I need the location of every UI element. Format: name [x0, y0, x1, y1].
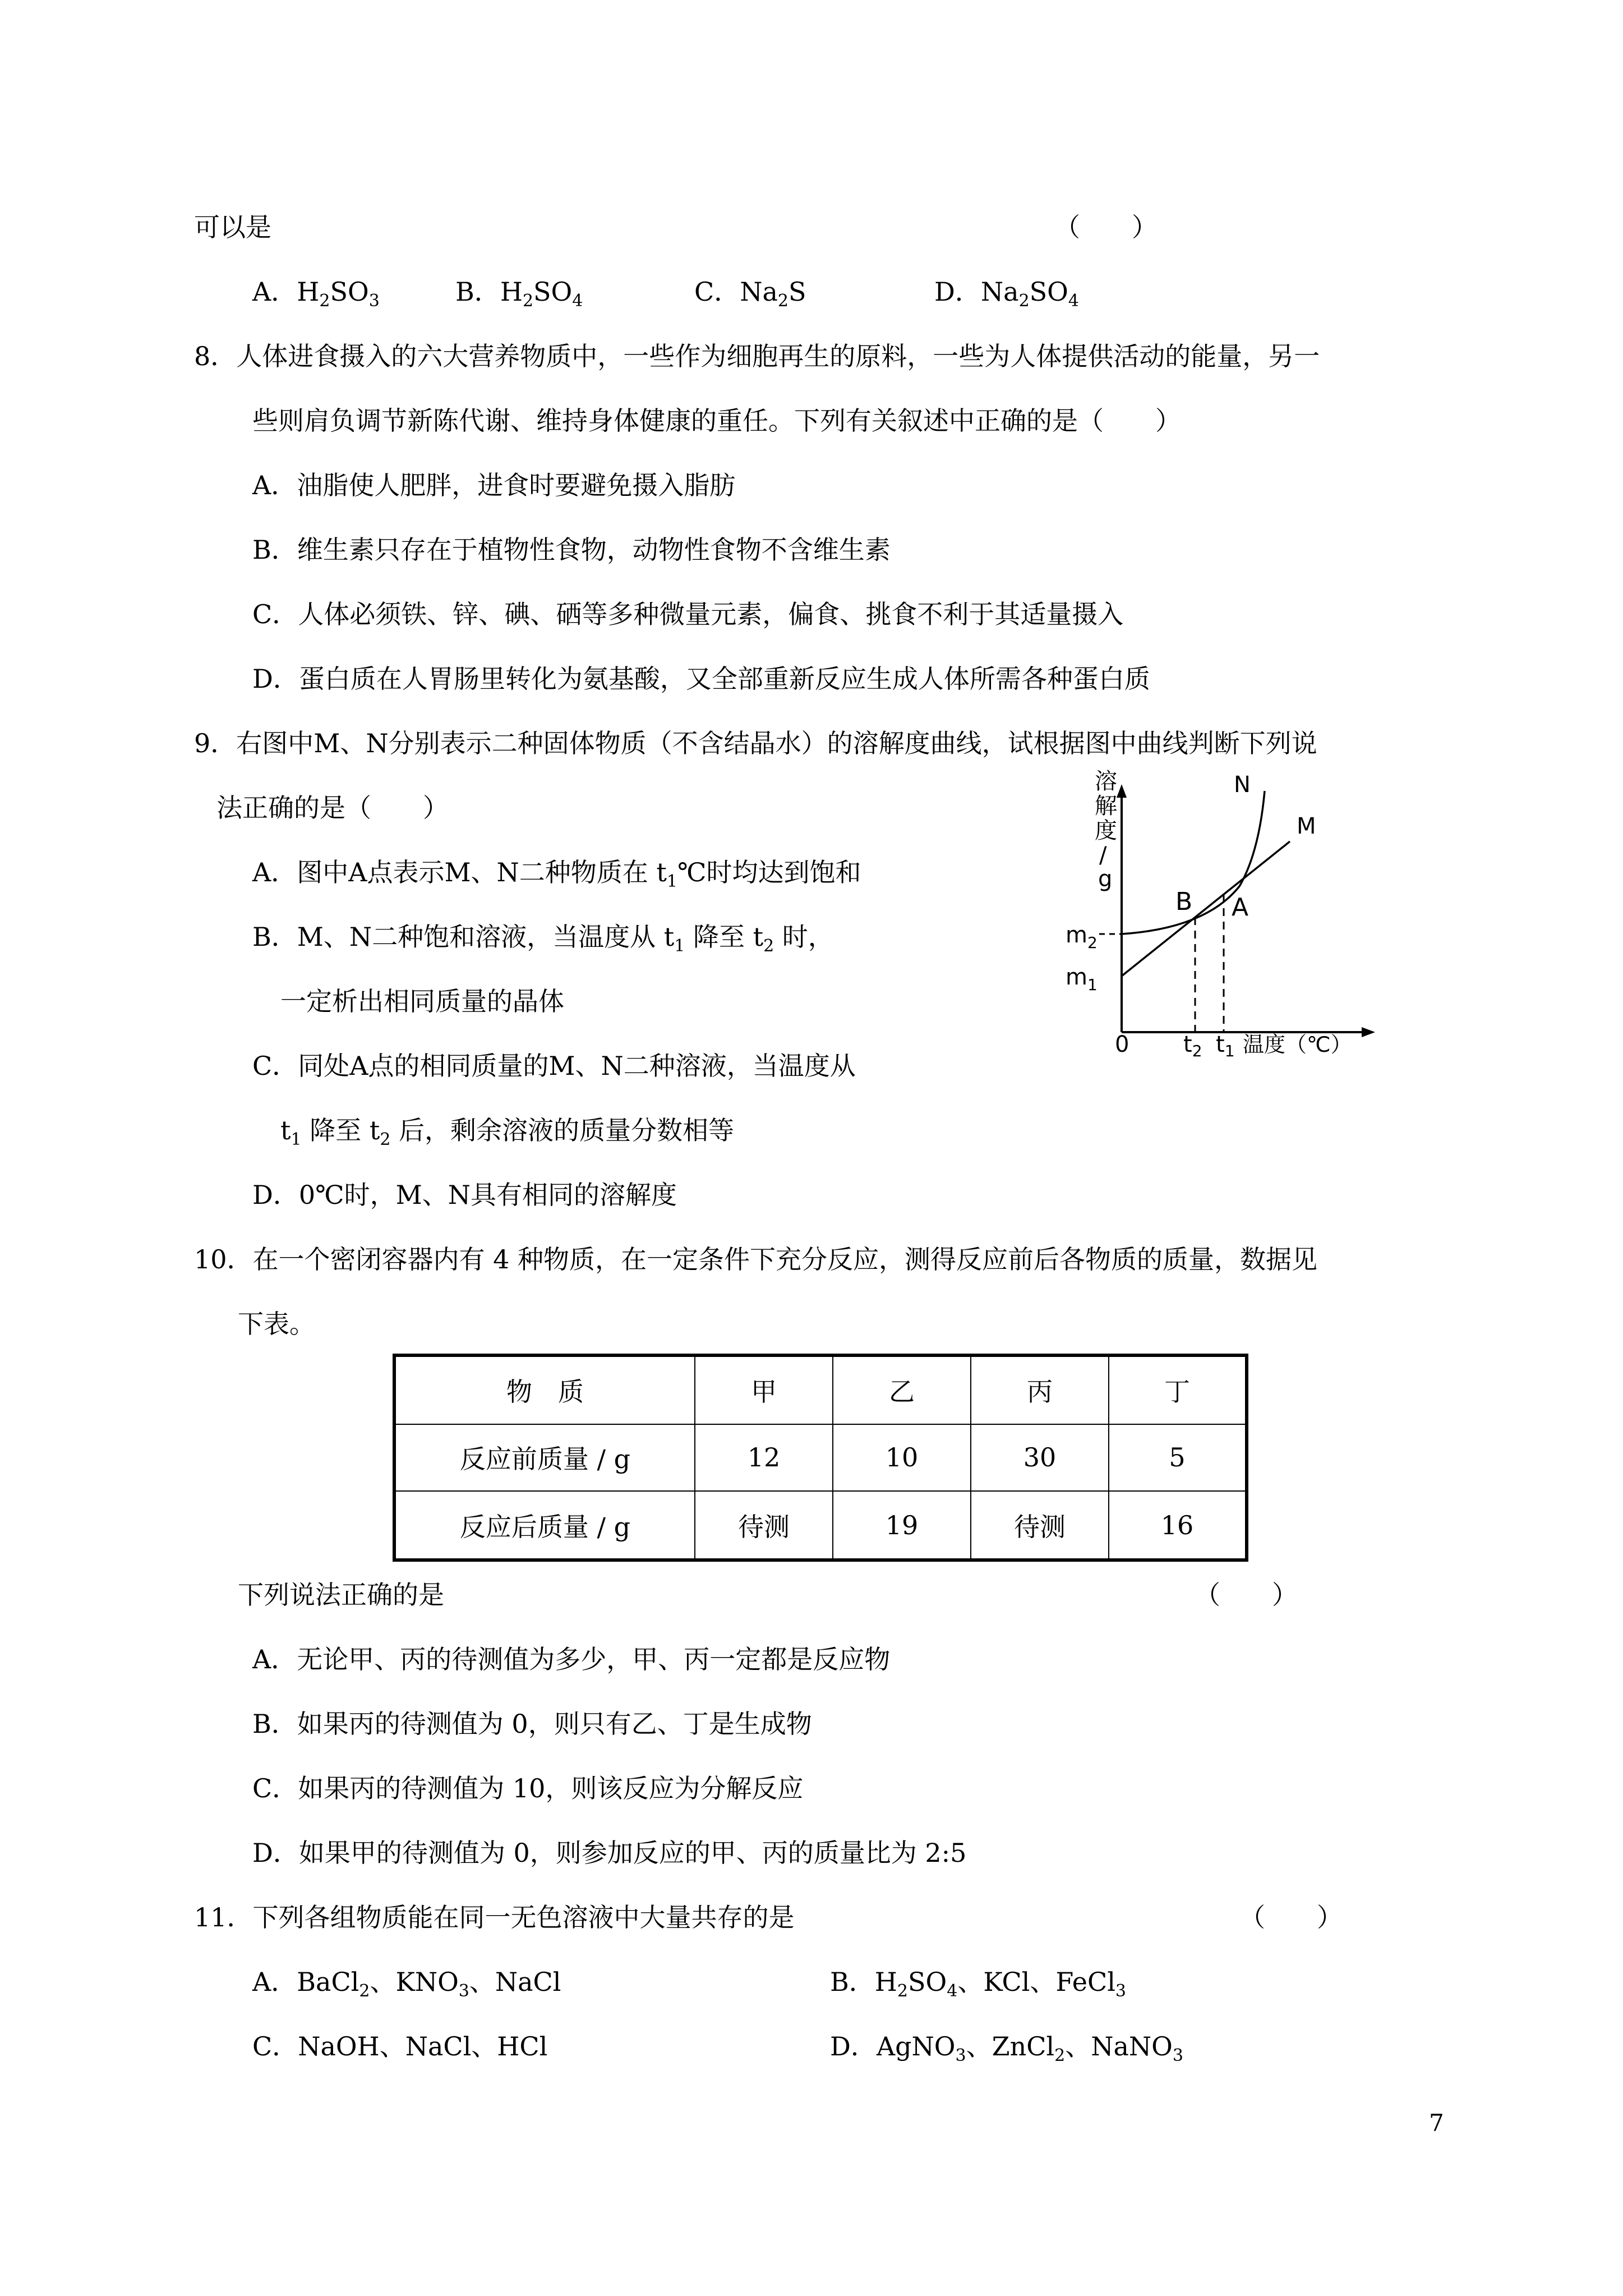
table-cell: 30	[971, 1424, 1109, 1491]
table-cell: 16	[1109, 1491, 1247, 1560]
q7-stem-tail: 可以是	[194, 212, 271, 242]
y-label-char: 溶	[1095, 769, 1117, 794]
y-label-char: 解	[1095, 793, 1117, 819]
t2-label: $t_2$	[1183, 1032, 1202, 1060]
q10-stem-line2: 下表。	[238, 1309, 315, 1339]
y-label-char: /	[1099, 843, 1107, 868]
q9-option-c: C．同处A点的相同质量的M、N二种溶液，当温度从	[252, 1051, 856, 1081]
y-label-char: 度	[1095, 818, 1117, 844]
x-axis-label: 温度（℃）	[1243, 1032, 1352, 1057]
q9-stem-line1: 9．右图中M、N分别表示二种固体物质（不含结晶水）的溶解度曲线，试根据图中曲线判断下列说	[194, 728, 1317, 758]
q8-option-b: B．维生素只存在于植物性食物，动物性食物不含维生素	[252, 535, 891, 565]
table-cell: 丙	[971, 1355, 1109, 1424]
q7-option-a: A．$H_2SO_3$	[252, 277, 380, 311]
q8-stem-line1: 8．人体进食摄入的六大营养物质中，一些作为细胞再生的原料，一些为人体提供活动的能量，另一	[194, 341, 1320, 371]
q11-answer-bracket: （ ）	[1239, 1902, 1343, 1932]
q10-option-d: D．如果甲的待测值为 0，则参加反应的甲、丙的质量比为 2:5	[252, 1838, 967, 1868]
table-row	[394, 1491, 1247, 1560]
q9-option-c-cont: $t_1$ 降至 $t_2$ 后，剩余溶液的质量分数相等	[280, 1115, 735, 1149]
table-cell: 10	[833, 1424, 971, 1491]
t1-label: $t_1$	[1216, 1032, 1235, 1060]
table-cell: 反应前质量 / g	[394, 1424, 695, 1491]
table-cell: 待测	[971, 1491, 1109, 1560]
q10-option-c: C．如果丙的待测值为 10，则该反应为分解反应	[252, 1773, 804, 1803]
table-row	[394, 1424, 1247, 1491]
q10-stem-line1: 10．在一个密闭容器内有 4 种物质，在一定条件下充分反应，测得反应前后各物质的质量，数据见	[194, 1244, 1318, 1274]
solubility-curve-diagram	[1066, 769, 1380, 1060]
q9-stem-line2: 法正确的是（ ）	[216, 793, 449, 823]
origin-label: 0	[1115, 1032, 1129, 1057]
q8-option-c: C．人体必须铁、锌、碘、硒等多种微量元素，偏食、挑食不利于其适量摄入	[252, 599, 1124, 629]
point-a-label: A	[1232, 893, 1249, 922]
q10-option-a: A．无论甲、丙的待测值为多少，甲、丙一定都是反应物	[252, 1644, 891, 1674]
table-header-row	[394, 1355, 1247, 1424]
table-cell: 乙	[833, 1355, 971, 1424]
table-cell: 5	[1109, 1424, 1247, 1491]
m2-label: $m_2$	[1066, 922, 1098, 952]
q9-option-b: B．M、N二种饱和溶液，当温度从 $t_1$ 降至 $t_2$ 时，	[252, 922, 834, 956]
q10-stem2: 下列说法正确的是	[238, 1580, 444, 1610]
q11-option-b: B．$H_2SO_4$、KCl、FeCl$_3$	[830, 1967, 1127, 2001]
y-label-char: g	[1098, 866, 1113, 892]
q7-option-d: D．$Na_2SO_4$	[934, 277, 1079, 311]
table-cell: 反应后质量 / g	[394, 1491, 695, 1560]
table-cell: 丁	[1109, 1355, 1247, 1424]
curve-m	[1122, 841, 1290, 976]
table-cell: 19	[833, 1491, 971, 1560]
page-number: 7	[1429, 2109, 1444, 2137]
q9-option-b-cont: 一定析出相同质量的晶体	[280, 986, 564, 1016]
table-cell: 甲	[695, 1355, 833, 1424]
q9-option-d: D．0℃时，M、N具有相同的溶解度	[252, 1180, 677, 1210]
x-axis-arrow	[1362, 1027, 1375, 1037]
q7-answer-bracket: （ ）	[1054, 212, 1158, 242]
q9-option-a: A．图中A点表示M、N二种物质在 $t_1℃$时均达到饱和	[252, 857, 861, 891]
table-cell: 物 质	[394, 1355, 695, 1424]
q7-option-c: C．$Na_2S$	[694, 277, 806, 311]
q11-stem: 11．下列各组物质能在同一无色溶液中大量共存的是	[194, 1902, 795, 1932]
table-cell: 12	[695, 1424, 833, 1491]
curve-m-label: M	[1297, 813, 1316, 839]
point-b-label: B	[1175, 887, 1193, 916]
q8-option-d: D．蛋白质在人胃肠里转化为氨基酸，又全部重新反应生成人体所需各种蛋白质	[252, 664, 1150, 694]
q11-option-d: D．AgNO$_3$、ZnCl$_2$、NaNO$_3$	[830, 2031, 1183, 2065]
y-axis-arrow	[1117, 784, 1127, 798]
q10-answer-bracket: （ ）	[1195, 1580, 1298, 1610]
q8-stem-line2: 些则肩负调节新陈代谢、维持身体健康的重任。下列有关叙述中正确的是（ ）	[252, 406, 1181, 436]
q8-option-a: A．油脂使人肥胖，进食时要避免摄入脂肪	[252, 470, 736, 500]
table-cell: 待测	[695, 1491, 833, 1560]
q11-option-a: A．BaCl$_2$、$KNO_3$、NaCl	[252, 1967, 561, 2001]
m1-label: $m_1$	[1066, 964, 1098, 994]
curve-n-label: N	[1234, 772, 1251, 798]
data-table	[393, 1354, 1248, 1562]
q11-option-c: C．NaOH、NaCl、HCl	[252, 2031, 548, 2062]
q10-option-b: B．如果丙的待测值为 0，则只有乙、丁是生成物	[252, 1709, 812, 1739]
q7-option-b: B．$H_2SO_4$	[455, 277, 583, 311]
